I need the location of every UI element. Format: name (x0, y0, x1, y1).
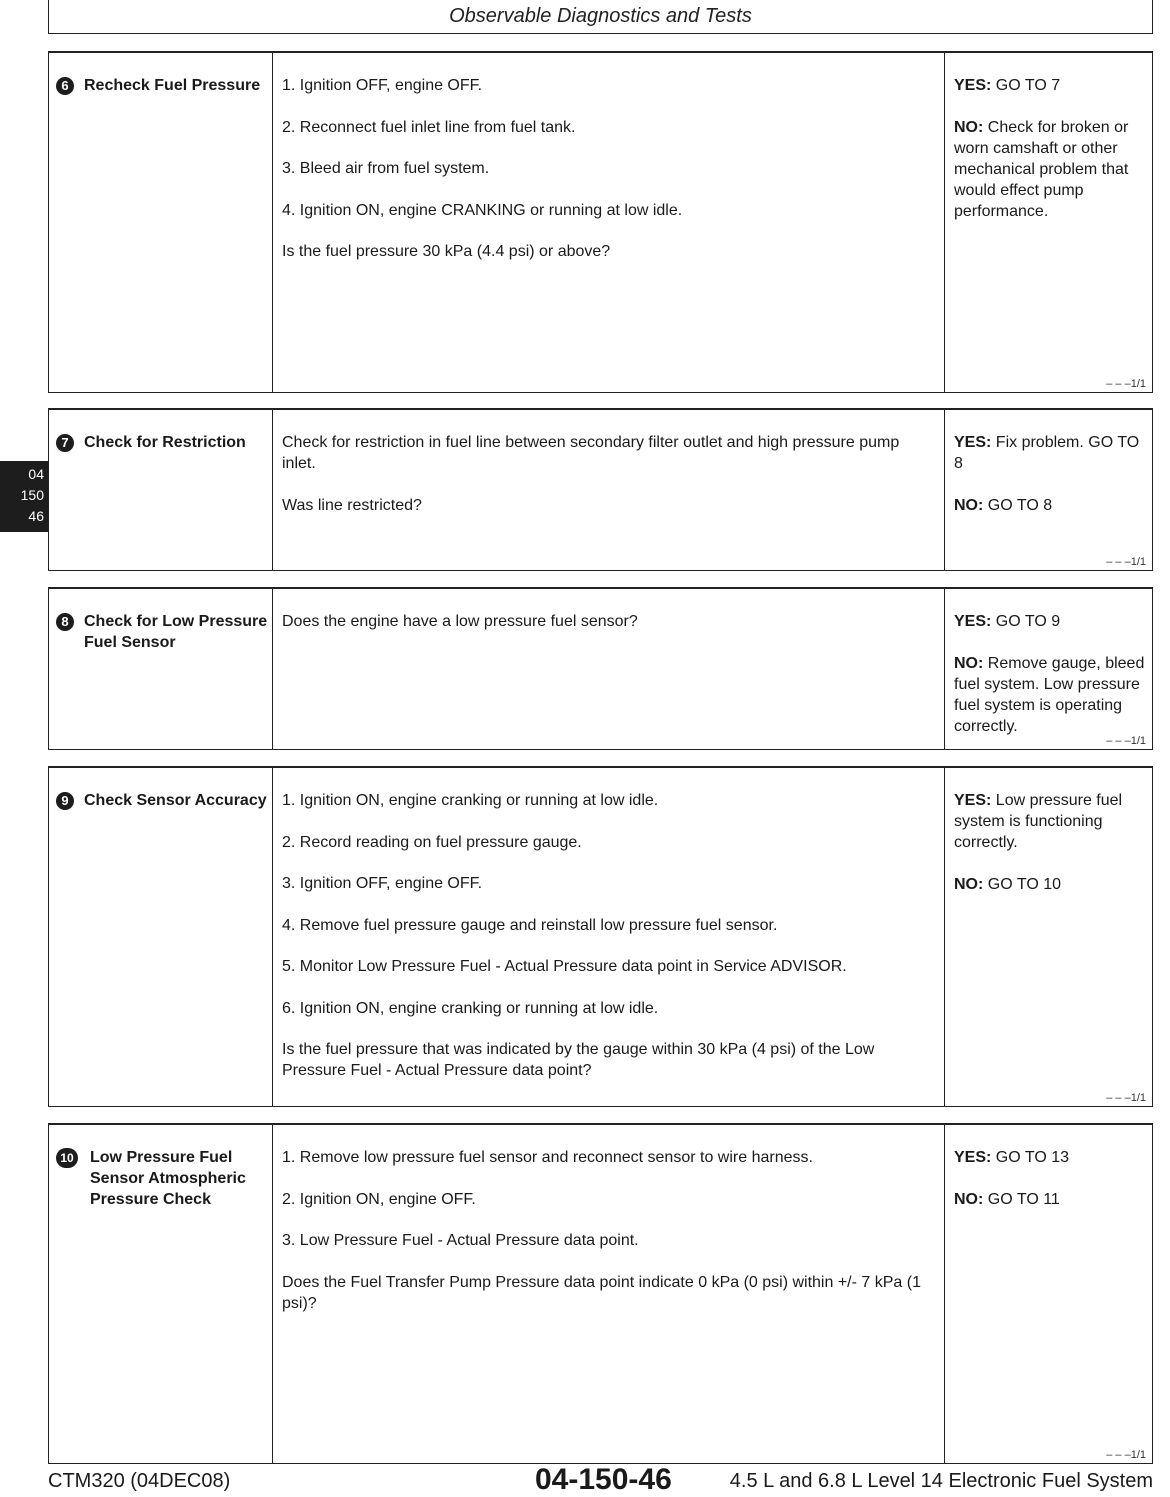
yes-label: YES: (954, 434, 992, 451)
yes-text: GO TO 9 (995, 613, 1061, 630)
step-title: Recheck Fuel Pressure (84, 77, 261, 94)
no-result (954, 874, 1149, 895)
instruction-line: Check for restriction in fuel line between secondary filter outlet and high pressure pump inlet. (282, 434, 900, 472)
step-result-cell (944, 410, 1152, 570)
fold-marker: – – –1/1 (1106, 1449, 1146, 1461)
instruction-line: 1. Ignition OFF, engine OFF. (282, 77, 483, 94)
no-text: GO TO 10 (987, 875, 1061, 893)
step-result-cell (944, 768, 1152, 1106)
step-8-row (48, 587, 1153, 750)
step-title-cell (49, 589, 273, 749)
instruction-line: 3. Bleed air from fuel system. (282, 160, 490, 177)
no-result (954, 495, 1149, 516)
footer-manual-id: CTM320 (04DEC08) (48, 1470, 231, 1492)
no-label: NO: (954, 875, 984, 893)
step-number-badge: 6 (56, 77, 74, 95)
yes-label: YES: (954, 1149, 992, 1166)
instruction-question: Is the fuel pressure that was indicated by the gauge within 30 kPa (4 psi) of the Low Pressure Fuel - Actual Pressure data point? (282, 1041, 875, 1079)
step-title-cell (49, 1125, 273, 1463)
instruction-line: 2. Record reading on fuel pressure gauge. (282, 833, 582, 851)
yes-text: Low pressure fuel system is functioning correctly. (954, 792, 1123, 851)
no-text: GO TO 8 (987, 496, 1053, 514)
step-number-badge: 10 (56, 1148, 78, 1168)
step-10-row (48, 1123, 1153, 1464)
yes-label: YES: (954, 613, 992, 630)
instruction-line: 1. Remove low pressure fuel sensor and reconnect sensor to wire harness. (282, 1149, 813, 1166)
instruction-line: 6. Ignition ON, engine cranking or running at low idle. (282, 999, 659, 1017)
step-number-badge: 9 (56, 792, 74, 810)
yes-text: GO TO 13 (995, 1149, 1070, 1166)
yes-result (954, 611, 1149, 632)
no-result (954, 653, 1149, 737)
footer-manual-title: 4.5 L and 6.8 L Level 14 Electronic Fuel System (729, 1470, 1153, 1492)
fold-marker: – – –1/1 (1106, 556, 1146, 568)
fold-marker: – – –1/1 (1106, 1092, 1146, 1104)
step-result-cell (944, 53, 1152, 392)
no-label: NO: (954, 118, 984, 136)
section-tab-line1: 04 (28, 466, 44, 482)
section-tab-line2: 150 (20, 487, 44, 503)
instruction-line: 1. Ignition ON, engine cranking or running at low idle. (282, 792, 659, 809)
instruction-line: 3. Low Pressure Fuel - Actual Pressure data point. (282, 1232, 639, 1249)
step-9-row (48, 766, 1153, 1107)
yes-result (954, 75, 1149, 96)
step-title-cell (49, 410, 273, 570)
instruction-question: Was line restricted? (282, 496, 422, 514)
no-text: Check for broken or worn camshaft or other mechanical problem that would effect pump performance. (954, 118, 1129, 220)
step-number-badge: 8 (56, 613, 74, 631)
step-title-cell (49, 768, 273, 1106)
page-header-title: Observable Diagnostics and Tests (449, 5, 752, 27)
step-instructions-cell (272, 53, 945, 392)
yes-text: Fix problem. GO TO 8 (954, 434, 1140, 472)
no-label: NO: (954, 1190, 984, 1208)
yes-label: YES: (954, 792, 992, 809)
yes-result (954, 790, 1149, 853)
page-footer (48, 1462, 1153, 1494)
step-instructions-cell (272, 1125, 945, 1463)
step-number-badge: 7 (56, 434, 74, 452)
instruction-line: 2. Reconnect fuel inlet line from fuel tank. (282, 118, 576, 136)
no-text: GO TO 11 (987, 1190, 1060, 1208)
instruction-line: 4. Ignition ON, engine CRANKING or running at low idle. (282, 201, 683, 219)
instruction-line: 2. Ignition ON, engine OFF. (282, 1190, 476, 1208)
footer-page-number: 04-150-46 (535, 1463, 672, 1496)
instruction-line: 3. Ignition OFF, engine OFF. (282, 875, 483, 892)
yes-label: YES: (954, 77, 992, 94)
step-instructions-cell (272, 589, 945, 749)
no-label: NO: (954, 496, 984, 514)
section-tab (0, 461, 48, 532)
fold-marker: – – –1/1 (1106, 735, 1146, 747)
instruction-line: 4. Remove fuel pressure gauge and reinstall low pressure fuel sensor. (282, 916, 778, 934)
step-instructions-cell (272, 768, 945, 1106)
no-result (954, 1189, 1149, 1210)
no-result (954, 117, 1149, 222)
step-title: Check for Low Pressure Fuel Sensor (84, 613, 268, 651)
step-result-cell (944, 1125, 1152, 1463)
step-instructions-cell (272, 410, 945, 570)
no-label: NO: (954, 654, 984, 672)
no-text: Remove gauge, bleed fuel system. Low pressure fuel system is operating correctly. (954, 654, 1145, 735)
step-title: Check Sensor Accuracy (84, 792, 267, 809)
page-header (48, 0, 1153, 34)
step-6-row (48, 51, 1153, 393)
step-title: Low Pressure Fuel Sensor Atmospheric Pressure Check (90, 1149, 246, 1208)
instruction-question: Is the fuel pressure 30 kPa (4.4 psi) or above? (282, 243, 611, 260)
fold-marker: – – –1/1 (1106, 378, 1146, 390)
yes-result (954, 1147, 1149, 1168)
yes-result (954, 432, 1149, 474)
instruction-question: Does the Fuel Transfer Pump Pressure data point indicate 0 kPa (0 psi) within +/- 7 kPa (1 psi)? (282, 1273, 921, 1312)
yes-text: GO TO 7 (995, 77, 1061, 94)
step-7-row (48, 408, 1153, 571)
step-title: Check for Restriction (84, 434, 246, 451)
step-title-cell (49, 53, 273, 392)
step-result-cell (944, 589, 1152, 749)
instruction-question: Does the engine have a low pressure fuel sensor? (282, 613, 638, 630)
instruction-line: 5. Monitor Low Pressure Fuel - Actual Pressure data point in Service ADVISOR. (282, 958, 847, 975)
section-tab-line3: 46 (28, 508, 44, 524)
